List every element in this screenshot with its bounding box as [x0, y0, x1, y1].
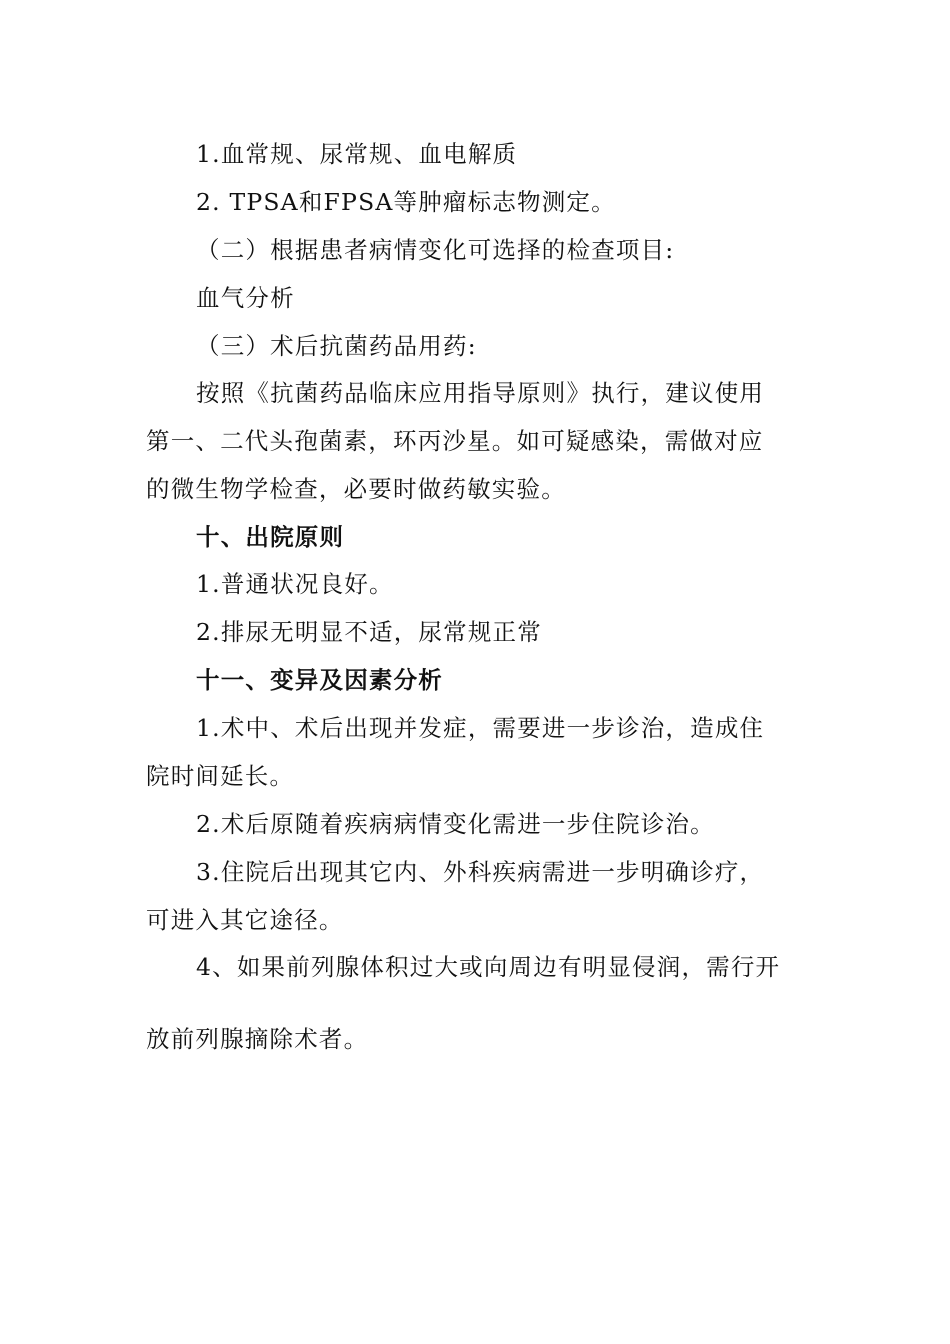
- variation-item-2: 2.术后原随着疾病病情变化需进一步住院诊治。: [196, 810, 715, 838]
- discharge-item-1: 1.普通状况良好。: [196, 570, 394, 598]
- exam-item-1: 1.血常规、尿常规、血电解质: [196, 140, 518, 168]
- section-variation-heading: 十一、变异及因素分析: [196, 666, 443, 694]
- variation-item-4-line-2: 放前列腺摘除术者。: [146, 1025, 369, 1053]
- variation-item-3-line-2: 可进入其它途径。: [146, 906, 344, 934]
- optional-exam-item: 血气分析: [196, 284, 295, 312]
- variation-item-1-line-1: 1.术中、术后出现并发症，需要进一步诊治，造成住: [196, 714, 765, 742]
- discharge-item-2: 2.排尿无明显不适，尿常规正常: [196, 618, 542, 646]
- variation-item-3-line-1: 3.住院后出现其它内、外科疾病需进一步明确诊疗，: [196, 858, 765, 886]
- variation-item-4-line-1: 4、如果前列腺体积过大或向周边有明显侵润，需行开: [196, 953, 781, 981]
- exam-item-2: 2. TPSA和FPSA等肿瘤标志物测定。: [196, 188, 616, 216]
- antibiotics-paragraph-line-3: 的微生物学检查，必要时做药敏实验。: [146, 475, 566, 503]
- antibiotics-paragraph-line-1: 按照《抗菌药品临床应用指导原则》执行，建议使用: [196, 379, 765, 407]
- variation-item-1-line-2: 院时间延长。: [146, 762, 295, 790]
- section-discharge-heading: 十、出院原则: [196, 523, 345, 551]
- section-optional-exams-heading: （二）根据患者病情变化可选择的检查项目:: [196, 236, 675, 264]
- section-antibiotics-heading: （三）术后抗菌药品用药:: [196, 332, 477, 360]
- antibiotics-paragraph-line-2: 第一、二代头孢菌素，环丙沙星。如可疑感染，需做对应: [146, 427, 764, 455]
